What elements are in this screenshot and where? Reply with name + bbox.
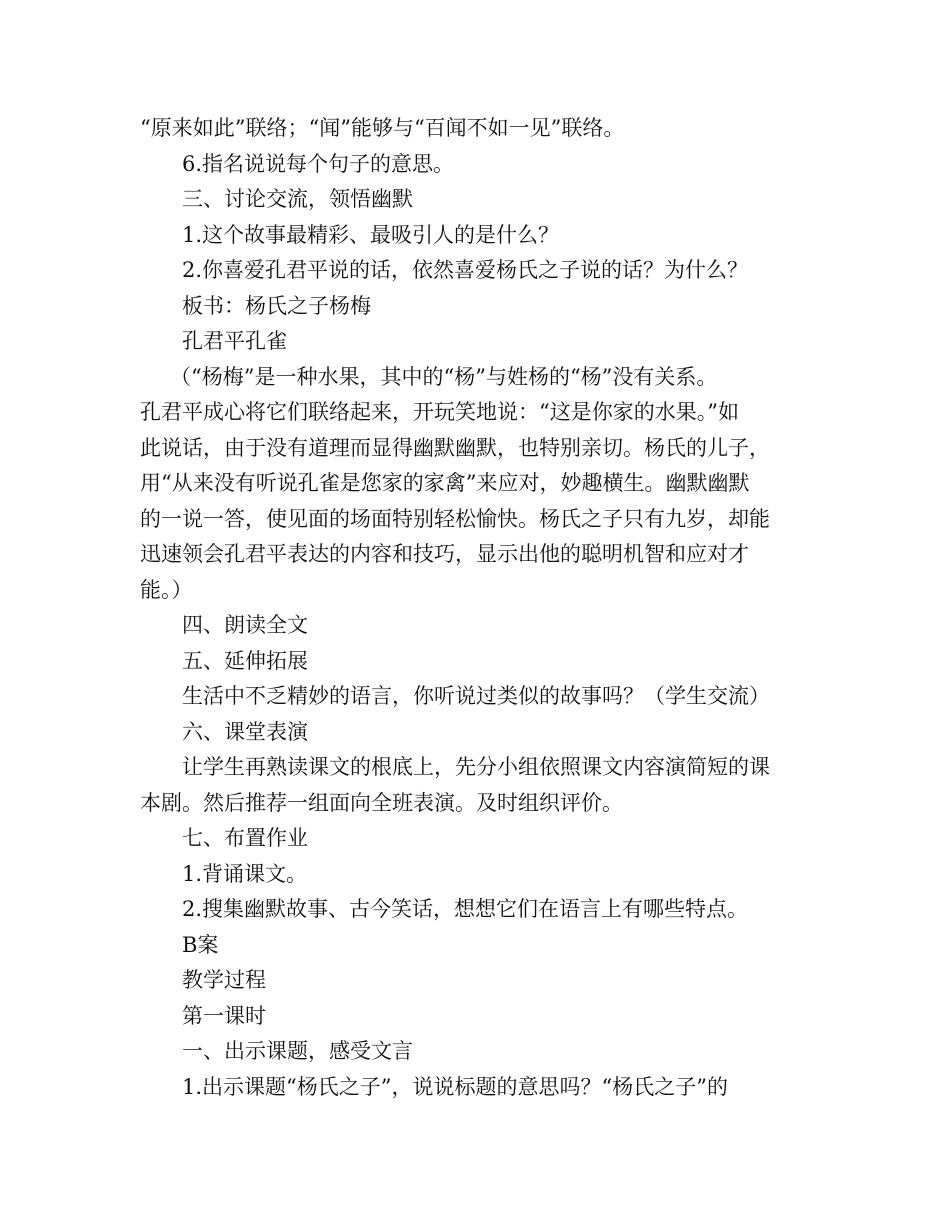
section-heading: 四、朗读全文 [182,613,308,637]
section-heading: 一、出示课题，感受文言 [182,1039,413,1063]
paragraph-line: 1.背诵课文。 [182,861,308,886]
section-heading: 第一课时 [182,1003,266,1028]
paragraph-line: 板书：杨氏之子杨梅 [182,293,371,318]
paragraph-line: 孔君平孔雀 [182,329,287,353]
paragraph-line: （“杨梅”是一种水果，其中的“杨”与姓杨的“杨”没有关系。 [170,364,718,389]
section-heading: 五、延伸拓展 [182,648,308,673]
section-heading: 六、课堂表演 [182,719,308,744]
paragraph-line: 1.这个故事最精彩、最吸引人的是什么？ [182,222,560,247]
paragraph-line: 的一说一答，使见面的场面特别轻松愉快。杨氏之子只有九岁，却能 [140,506,770,531]
paragraph-line: 本剧。然后推荐一组面向全班表演。及时组织评价。 [140,790,623,815]
section-heading: 三、讨论交流，领悟幽默 [182,187,413,211]
document-body [140,111,830,1105]
paragraph-line: 1.出示课题“杨氏之子”，说说标题的意思吗？“杨氏之子”的 [182,1074,728,1099]
paragraph-line: 2.搜集幽默故事、古今笑话，想想它们在语言上有哪些特点。 [182,897,749,921]
paragraph-line: 生活中不乏精妙的语言，你听说过类似的故事吗？（学生交流） [182,684,770,708]
section-heading: 教学过程 [182,968,266,992]
paragraph-line: 此说话，由于没有道理而显得幽默幽默，也特别亲切。杨氏的儿子， [140,435,770,460]
paragraph-line: 孔君平成心将它们联络起来，开玩笑地说：“这是你家的水果。”如 [140,400,739,424]
paragraph-line: “原来如此”联络；“闻”能够与“百闻不如一见”联络。 [140,116,625,140]
section-heading: B案 [182,932,219,957]
paragraph-line: 2.你喜爱孔君平说的话，依然喜爱杨氏之子说的话？为什么？ [182,258,749,282]
paragraph-line: 迅速领会孔君平表达的内容和技巧，显示出他的聪明机智和应对才 [140,542,749,566]
paragraph-line: 让学生再熟读课文的根底上，先分小组依照课文内容演简短的课 [182,755,770,779]
section-heading: 七、布置作业 [182,826,308,850]
paragraph-line: 用“从来没有听说孔雀是您家的家禽”来应对，妙趣横生。幽默幽默 [140,471,750,495]
paragraph-line: 能。） [140,577,193,602]
paragraph-line: 6.指名说说每个句子的意思。 [182,151,455,176]
